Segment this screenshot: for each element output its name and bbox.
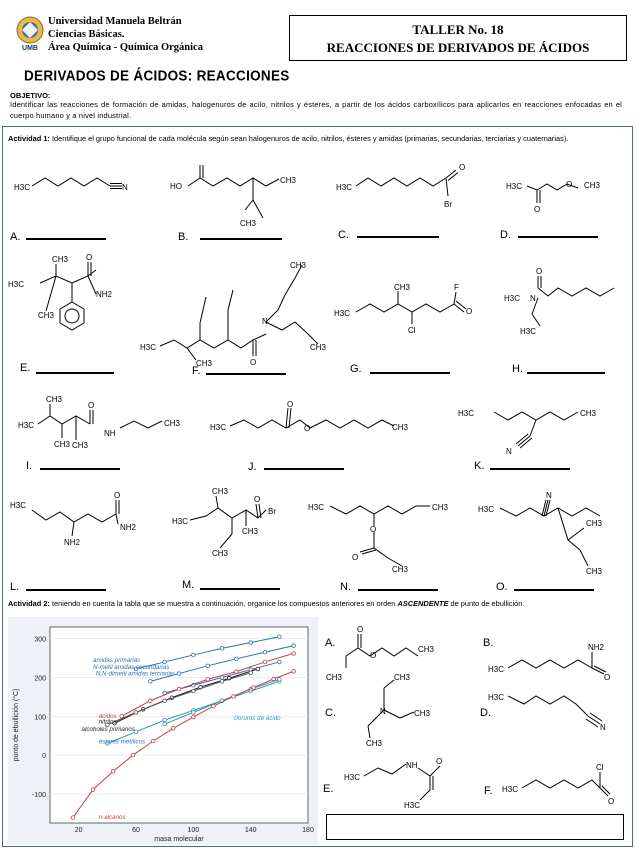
answer-line-g[interactable]	[370, 372, 450, 374]
data-point	[71, 816, 75, 820]
answer-label-f: F.	[192, 365, 201, 377]
answer-label-k: K.	[474, 460, 485, 472]
svg-text:CH3: CH3	[280, 176, 297, 185]
svg-text:H3C: H3C	[14, 183, 31, 192]
svg-text:H3C: H3C	[10, 501, 27, 510]
answer-line-n[interactable]	[358, 589, 438, 591]
svg-text:O: O	[536, 267, 543, 276]
objective-label: OBJETIVO:	[10, 91, 51, 100]
activity2-label: Actividad 2:	[8, 599, 50, 608]
svg-text:CH3: CH3	[290, 261, 307, 270]
workshop-title: REACCIONES DE DERIVADOS DE ÁCIDOS	[326, 40, 590, 55]
svg-text:CH3: CH3	[418, 645, 435, 654]
data-point	[212, 704, 216, 708]
answer-line-l[interactable]	[26, 589, 106, 591]
page-title: DERIVADOS DE ÁCIDOS: REACCIONES	[24, 67, 290, 84]
data-point	[111, 770, 115, 774]
x-tick-label: 140	[244, 827, 257, 834]
svg-text:H3C: H3C	[504, 294, 521, 303]
svg-text:CH3: CH3	[54, 440, 71, 449]
x-tick-label: 60	[132, 827, 140, 834]
answer-label-j: J.	[248, 461, 257, 473]
answer-line-j[interactable]	[264, 468, 344, 470]
workshop-number: TALLER No. 18	[412, 22, 504, 37]
svg-text:O: O	[566, 180, 573, 189]
answer-line-c[interactable]	[357, 236, 439, 238]
answer-line-h[interactable]	[527, 372, 605, 374]
svg-text:N: N	[530, 294, 536, 303]
svg-text:CH3: CH3	[52, 255, 69, 264]
answer-line-f[interactable]	[206, 373, 286, 375]
university-name: Universidad Manuela Beltrán	[48, 16, 182, 27]
svg-text:H3C: H3C	[140, 343, 157, 352]
answer-label-n: N.	[340, 581, 351, 593]
data-point	[292, 644, 296, 648]
data-point	[263, 650, 267, 654]
svg-text:NH: NH	[104, 429, 116, 438]
data-point	[272, 677, 276, 681]
svg-text:CH3: CH3	[392, 565, 409, 574]
svg-text:F: F	[454, 283, 459, 292]
data-point	[220, 647, 224, 651]
svg-text:H3C: H3C	[210, 423, 227, 432]
data-point	[292, 669, 296, 673]
data-point	[220, 680, 224, 684]
data-point	[278, 635, 282, 639]
y-tick-label: 0	[42, 753, 46, 761]
data-point	[149, 699, 153, 703]
svg-text:O: O	[436, 757, 443, 766]
svg-text:O: O	[352, 553, 359, 562]
answer-label-g: G.	[350, 363, 362, 375]
series-annotation: n-alcanos	[98, 814, 126, 822]
svg-text:NH2: NH2	[120, 523, 137, 532]
svg-text:CH3: CH3	[414, 709, 431, 718]
svg-text:H3C: H3C	[8, 280, 25, 289]
data-point	[163, 718, 167, 722]
act2-label-f: F.	[484, 785, 493, 797]
svg-text:CH3: CH3	[72, 441, 89, 450]
svg-text:NH2: NH2	[96, 290, 113, 299]
answer-label-d: D.	[500, 229, 511, 241]
svg-text:O: O	[254, 495, 261, 504]
svg-text:CH3: CH3	[38, 311, 55, 320]
svg-text:O: O	[370, 651, 377, 660]
svg-text:CH3: CH3	[326, 673, 343, 682]
data-point	[263, 660, 267, 664]
answer-line-k[interactable]	[490, 468, 570, 470]
svg-text:O: O	[287, 400, 294, 409]
svg-text:CH3: CH3	[584, 181, 601, 190]
y-tick-label: 300	[34, 636, 46, 644]
svg-text:HO: HO	[170, 182, 182, 191]
svg-text:O: O	[114, 491, 121, 500]
answer-box[interactable]	[326, 814, 624, 840]
svg-text:CH3: CH3	[212, 487, 229, 496]
answer-line-o[interactable]	[514, 589, 594, 591]
svg-text:H3C: H3C	[502, 785, 519, 794]
data-point	[149, 680, 153, 684]
data-point	[192, 689, 196, 693]
svg-text:CH3: CH3	[392, 423, 409, 432]
svg-text:O: O	[88, 401, 95, 410]
data-point	[192, 653, 196, 657]
svg-text:O: O	[604, 673, 611, 682]
series-annotation: alcoholes primarios	[81, 726, 135, 734]
svg-text:H3C: H3C	[344, 773, 361, 782]
answer-line-b[interactable]	[200, 238, 282, 240]
activity2-text-before: teniendo en cuenta la tabla que se muestra a continuación, organice los compuestos anteriores en orden	[49, 599, 398, 608]
act2-label-e: E.	[323, 783, 334, 795]
svg-text:Br: Br	[268, 507, 276, 516]
svg-text:CH3: CH3	[432, 503, 449, 512]
svg-text:CH3: CH3	[242, 527, 259, 536]
series-annotation: amidas primarias	[93, 656, 141, 664]
svg-text:N: N	[546, 491, 552, 500]
objective-text: Identificar las reacciones de formación de amidas, halogenuros de acilo, nitrilos y ésteres, a partir de los ácidos carboxílicos para aplicarlos en reacciones enfocadas en el cuerpo humano y a nivel industrial.	[10, 100, 622, 120]
svg-text:H3C: H3C	[458, 409, 475, 418]
series-annotation: nitrilos	[98, 718, 117, 726]
svg-text:CH3: CH3	[366, 739, 383, 748]
data-point	[256, 667, 260, 671]
data-point	[163, 699, 167, 703]
activity2-emphasis: ASCENDENTE	[397, 599, 449, 608]
x-tick-label: 100	[187, 827, 200, 834]
boiling-point-chart	[8, 617, 318, 845]
act2-label-b: B.	[483, 637, 494, 649]
y-axis-label: punto de ebullición (°C)	[13, 688, 20, 762]
svg-text:H3C: H3C	[478, 505, 495, 514]
svg-text:N: N	[506, 447, 512, 456]
area-name: Área Química - Química Orgánica	[48, 42, 203, 53]
svg-text:H3C: H3C	[18, 421, 35, 430]
svg-text:H3C: H3C	[172, 517, 189, 526]
department-name: Ciencias Básicas.	[48, 29, 125, 40]
data-point	[192, 711, 196, 715]
svg-text:O: O	[459, 163, 466, 172]
x-tick-label: 180	[302, 827, 314, 834]
svg-text:Cl: Cl	[596, 763, 604, 772]
svg-text:O: O	[370, 525, 377, 534]
svg-text:H3C: H3C	[404, 801, 421, 810]
data-point	[235, 670, 239, 674]
svg-text:CH3: CH3	[394, 283, 411, 292]
data-point	[177, 687, 181, 691]
data-point	[192, 715, 196, 719]
answer-label-l: L.	[10, 581, 20, 593]
data-point	[249, 641, 253, 645]
data-point	[206, 664, 210, 668]
svg-text:H3C: H3C	[506, 182, 523, 191]
svg-text:CH3: CH3	[212, 549, 229, 558]
x-axis-label: masa molecular	[154, 836, 204, 843]
data-point	[235, 657, 239, 661]
svg-text:CH3: CH3	[586, 567, 603, 576]
act2-label-c: C.	[325, 707, 336, 719]
y-tick-label: 100	[34, 714, 46, 722]
act2-label-a: A.	[325, 637, 336, 649]
y-tick-label: -100	[31, 791, 46, 799]
svg-text:H3C: H3C	[334, 309, 351, 318]
svg-text:UMB: UMB	[22, 45, 38, 52]
svg-text:O: O	[357, 625, 364, 634]
data-point	[278, 678, 282, 682]
answer-label-b: B.	[178, 231, 189, 243]
answer-label-h: H.	[512, 363, 523, 375]
data-point	[131, 753, 135, 757]
svg-text:H3C: H3C	[308, 503, 325, 512]
svg-text:O: O	[608, 797, 615, 806]
svg-text:N: N	[600, 723, 606, 732]
data-point	[206, 678, 210, 682]
answer-label-m: M.	[182, 579, 195, 591]
answer-line-a[interactable]	[26, 238, 106, 240]
answer-line-e[interactable]	[36, 372, 114, 374]
svg-text:NH2: NH2	[588, 643, 605, 652]
answer-label-c: C.	[338, 229, 349, 241]
activity2-text-after: de punto de ebullición.	[448, 599, 525, 608]
svg-text:H3C: H3C	[488, 665, 505, 674]
svg-text:NH: NH	[406, 761, 418, 770]
data-point	[292, 652, 296, 656]
svg-text:Br: Br	[444, 200, 452, 209]
svg-text:CH3: CH3	[586, 519, 603, 528]
svg-text:H3C: H3C	[520, 327, 537, 336]
svg-text:N: N	[122, 183, 128, 192]
answer-label-i: I.	[26, 460, 33, 472]
answer-line-m[interactable]	[200, 588, 280, 590]
answer-line-d[interactable]	[518, 236, 598, 238]
answer-label-e: E.	[20, 362, 31, 374]
svg-text:Cl: Cl	[408, 326, 416, 335]
svg-text:O: O	[86, 253, 93, 262]
svg-text:CH3: CH3	[580, 409, 597, 418]
activity2-instructions	[8, 599, 626, 608]
series-annotation: ácidos	[98, 712, 117, 720]
svg-text:O: O	[534, 205, 541, 214]
svg-text:CH3: CH3	[196, 359, 213, 368]
activity1-label: Actividad 1:	[8, 134, 50, 143]
svg-text:CH3: CH3	[310, 343, 327, 352]
series-annotation: N-metil amidas secundarias	[93, 663, 170, 671]
svg-text:H3C: H3C	[488, 693, 505, 702]
svg-text:NH2: NH2	[64, 538, 81, 547]
svg-text:H3C: H3C	[336, 183, 353, 192]
data-point	[163, 722, 167, 726]
series-annotation: N,N-dimetil amidas terciarias	[95, 670, 175, 678]
data-point	[252, 686, 256, 690]
activity1-text: Identifique el grupo funcional de cada molécula según sean halogenuros de acilo, nitrilos, ésteres y amidas (primarias, secundarias, terciarias y cuaternarias).	[49, 134, 569, 143]
answer-line-i[interactable]	[40, 468, 120, 470]
svg-text:CH3: CH3	[240, 219, 257, 228]
chart-svg	[8, 617, 318, 845]
data-point	[177, 672, 181, 676]
series-annotation: ésteres metílicos	[98, 738, 146, 746]
x-tick-label: 20	[74, 827, 83, 834]
data-point	[91, 788, 95, 792]
answer-label-a: A.	[10, 231, 21, 243]
answer-label-o: O.	[496, 581, 508, 593]
svg-text:O: O	[466, 307, 473, 316]
activity2-structures	[318, 612, 636, 812]
act2-label-d: D.	[480, 707, 491, 719]
data-point	[151, 739, 155, 743]
svg-text:CH3: CH3	[164, 419, 181, 428]
data-point	[232, 695, 236, 699]
svg-text:N: N	[262, 317, 268, 326]
data-point	[171, 726, 175, 730]
svg-text:CH3: CH3	[394, 673, 411, 682]
svg-text:CH3: CH3	[46, 395, 63, 404]
series-annotation: cloruros de ácido	[233, 715, 281, 723]
svg-text:O: O	[250, 358, 257, 367]
data-point	[249, 671, 253, 675]
data-point	[278, 660, 282, 664]
data-point	[134, 711, 138, 715]
svg-text:O: O	[304, 424, 311, 433]
svg-text:N: N	[380, 707, 386, 716]
y-tick-label: 200	[34, 675, 46, 683]
